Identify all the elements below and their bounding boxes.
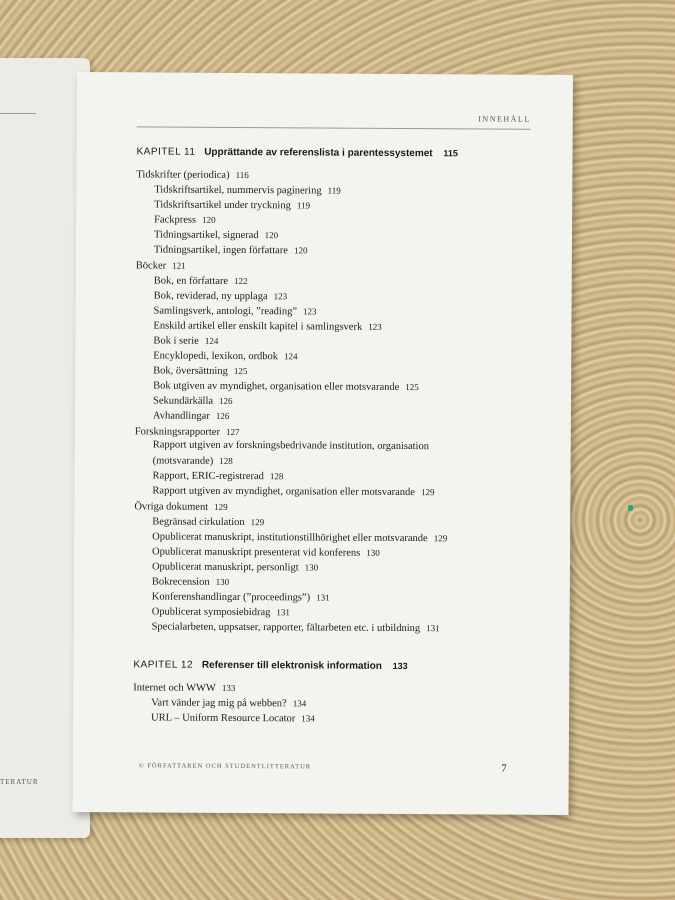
toc-entry: Forskningsrapporter 127 bbox=[134, 426, 240, 438]
toc-entry: Vart vänder jag mig på webben? 134 bbox=[151, 697, 307, 710]
toc-entry: Rapport utgiven av myndighet, organisation eller motsvarande 129 bbox=[152, 485, 435, 499]
toc-entry: Tidningsartikel, signerad 120 bbox=[153, 229, 279, 242]
toc-entry: Internet och WWW 133 bbox=[133, 682, 236, 694]
chapter-page: 115 bbox=[443, 148, 458, 159]
toc-entry: Opublicerat manuskript, institutionstillhörighet eller motsvarande 129 bbox=[152, 531, 448, 545]
toc-entry: Opublicerat manuskript presenterat vid konferens 130 bbox=[152, 546, 380, 559]
toc-entry: Encyklopedi, lexikon, ordbok 124 bbox=[153, 350, 298, 363]
green-speck bbox=[628, 505, 633, 511]
chapter-title: Upprättande av referenslista i parentessystemet bbox=[204, 146, 433, 160]
toc-entry: Tidningsartikel, ingen författare 120 bbox=[153, 244, 308, 257]
toc-page bbox=[72, 72, 573, 815]
toc-entry: Fackpress 120 bbox=[154, 214, 216, 226]
toc-entry: Bok, en författare 122 bbox=[153, 275, 248, 287]
toc-entry: Bok utgiven av myndighet, organisation eller motsvarande 125 bbox=[153, 380, 419, 393]
toc-entry: (motsvarande) 128 bbox=[152, 455, 233, 467]
toc-entry: Enskild artikel eller enskilt kapitel i samlingsverk 123 bbox=[153, 320, 382, 333]
toc-entry: URL – Uniform Resource Locator 134 bbox=[151, 712, 315, 725]
left-page-rule bbox=[0, 113, 36, 114]
chapter-heading bbox=[136, 146, 458, 159]
toc-entry: Opublicerat symposiebidrag 131 bbox=[151, 606, 290, 619]
chapter-number: KAPITEL 11 bbox=[136, 146, 196, 158]
toc-entry: Tidskriftsartikel, nummervis paginering 119 bbox=[154, 184, 341, 197]
toc-entry: Avhandlingar 126 bbox=[152, 410, 230, 422]
left-page-footer: TERATUR bbox=[0, 778, 39, 786]
chapter-title: Referenser till elektronisk information bbox=[201, 659, 382, 672]
toc-entry: Rapport utgiven av forskningsbedrivande institution, organisation bbox=[152, 439, 430, 453]
toc-entry: Rapport, ERIC-registrerad 128 bbox=[152, 470, 284, 483]
toc-entry: Opublicerat manuskript, personligt 130 bbox=[151, 561, 319, 574]
page-number: 7 bbox=[501, 762, 507, 775]
toc-entry: Bok i serie 124 bbox=[153, 335, 219, 347]
chapter-number: KAPITEL 12 bbox=[133, 659, 194, 671]
toc-entry: Bok, översättning 125 bbox=[153, 365, 248, 377]
header-rule bbox=[137, 126, 531, 129]
toc-entry: Sekundärkälla 126 bbox=[152, 395, 233, 407]
toc-entry: Övriga dokument 129 bbox=[134, 501, 228, 513]
toc-entry: Bokrecension 130 bbox=[151, 576, 230, 588]
toc-entry: Bok, reviderad, ny upplaga 123 bbox=[153, 290, 288, 303]
copyright-footer: © FÖRFATTAREN OCH STUDENTLITTERATUR bbox=[138, 762, 312, 771]
toc-entry: Konferenshandlingar (”proceedings”) 131 bbox=[151, 591, 330, 604]
chapter-page: 133 bbox=[392, 660, 408, 672]
running-head: INNEHÅLL bbox=[478, 114, 531, 124]
toc-entry: Böcker 121 bbox=[135, 260, 186, 272]
toc-entry: Tidskriftsartikel under tryckning 119 bbox=[154, 199, 311, 212]
chapter-heading bbox=[133, 659, 407, 672]
toc-entry: Samlingsverk, antologi, ”reading” 123 bbox=[153, 305, 317, 318]
toc-entry: Tidskrifter (periodica) 116 bbox=[136, 169, 249, 181]
toc-entry: Specialarbeten, uppsatser, rapporter, fältarbeten etc. i utbildning 131 bbox=[151, 621, 440, 635]
toc-entry: Begränsad cirkulation 129 bbox=[152, 516, 265, 529]
